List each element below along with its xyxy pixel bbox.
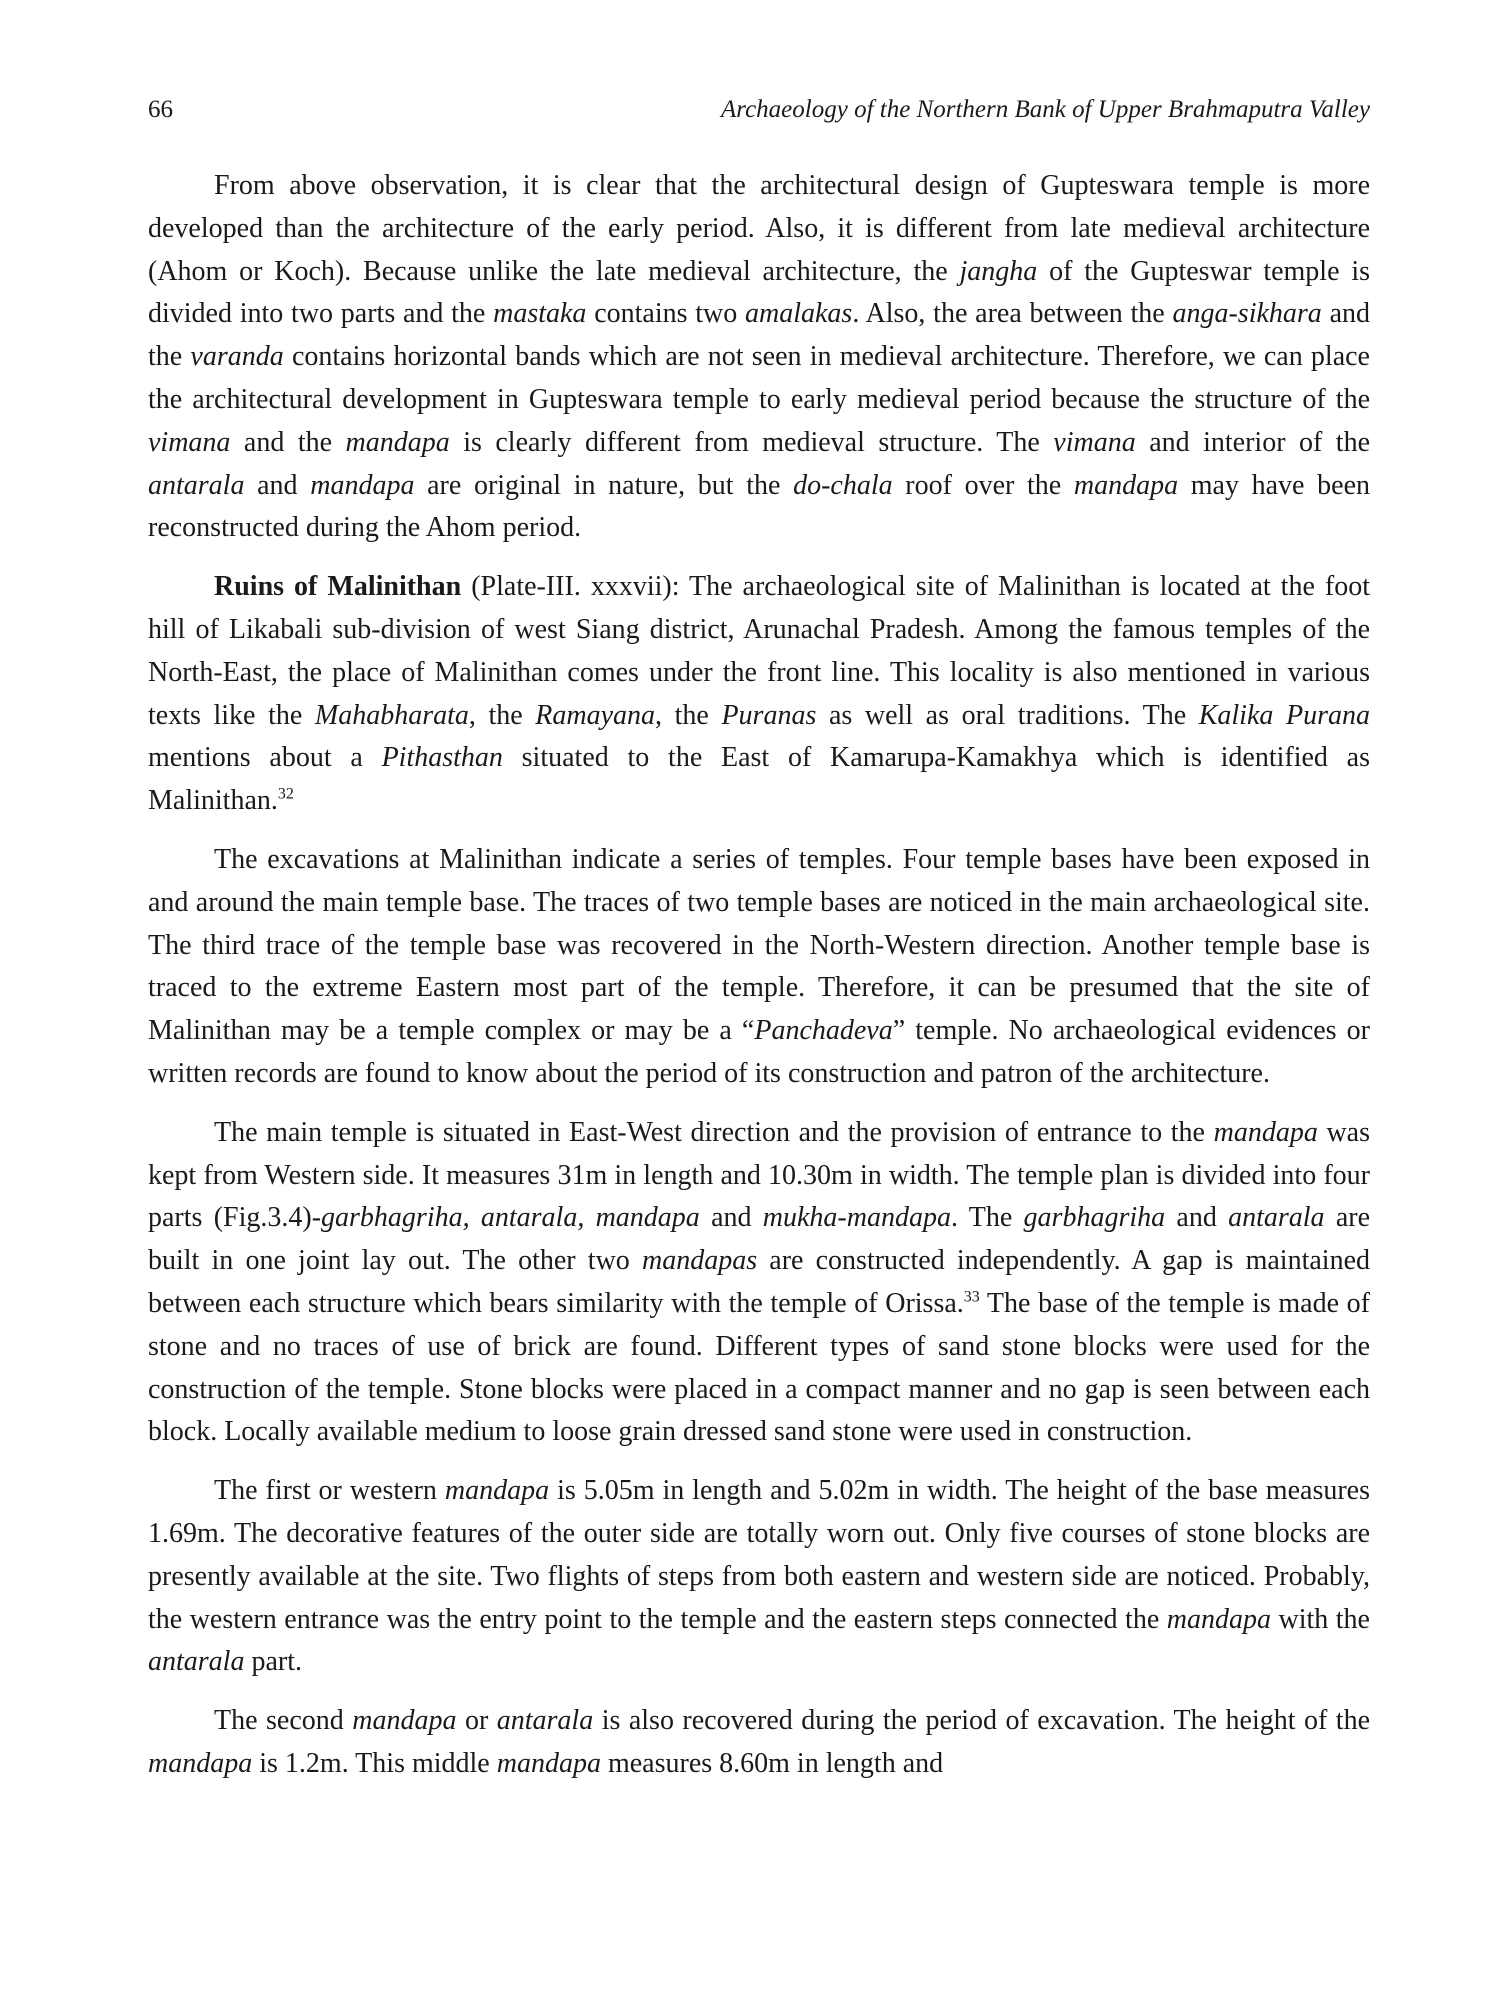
italic-term: amalakas [745,298,853,330]
text-run: The main temple is situated in East-West direction and the provision of entrance to the [214,1116,1214,1148]
text-run: was kept from Western side. It measures 31m in length and 10.30m in width. The temple plan is divided into four parts (Fig.3.4)- [148,1116,1371,1234]
text-run: is 1.2m. This middle [252,1747,497,1779]
text-run: The first or western [214,1475,445,1507]
text-run: is clearly different from medieval structure. The [449,426,1054,458]
text-run: mentions about a [148,742,382,774]
text-run: contains two [586,298,745,330]
italic-term: Puranas [721,699,817,731]
text-run: The excavations at Malinithan indicate a series of temples. Four temple bases have been exposed in and around the main temple base. The traces of two temple bases are noticed in the main archaeological site. The third trace of the temple base was recovered in the North-Western direction. Another temple base is traced to the extreme Eastern most part of the temple. Therefore, it can be presumed that the site of Malinithan may be a temple complex or may be a “ [148,843,1370,1047]
italic-term: Ramayana [535,699,656,731]
text-run: The second [214,1705,353,1737]
text-run: measures 8.60m in length and [600,1747,944,1779]
running-header [148,95,1370,125]
text-run: The base of the temple is made of stone and no traces of use of brick are found. Different types of sand stone blocks were used for the construction of the temple. Stone blocks were placed in a compact manner and no gap is seen between each block. Locally available medium to loose grain dressed sand stone were used in construction. [148,1287,1370,1448]
italic-term: Kalika Purana [1198,699,1370,731]
footnote-reference: 33 [963,1288,980,1306]
body-text [148,165,1370,1786]
text-run: are original in nature, but the [414,469,794,501]
paragraph-second-mandapa [148,1700,1370,1786]
text-run: , the [655,699,722,731]
italic-term: antarala [1228,1202,1325,1234]
text-run: of the Gupteswar temple is divided into two parts and the [148,255,1370,330]
paragraph-main-temple [148,1112,1370,1454]
italic-term: mandapas [641,1245,758,1277]
text-run: and the [148,298,1370,373]
italic-term: mandapa [310,469,415,501]
italic-term: mukha-mandapa [762,1202,951,1234]
italic-term: Pithasthan [381,742,503,774]
text-run: ” temple. No archaeological evidences or written records are found to know about the period of its construction and patron of the architecture. [148,1015,1371,1089]
text-run: and the [230,426,346,458]
italic-term: vimana [1053,426,1136,458]
italic-term: mandapa [352,1705,457,1737]
page-number: 66 [148,96,173,123]
running-title: Archaeology of the Northern Bank of Upper Brahmaputra Valley [721,96,1370,123]
book-page [148,95,1370,1802]
italic-term: garbhagriha, antarala, mandapa [321,1202,700,1234]
section-heading: Ruins of Malinithan [214,571,462,603]
text-run: are built in one joint lay out. The other two [148,1202,1371,1277]
italic-term: antarala [148,1646,245,1678]
text-run: is 5.05m in length and 5.02m in width. The height of the base measures 1.69m. The decorative features of the outer side are totally worn out. Only five courses of stone blocks are presently available at the site. Two flights of steps from both eastern and western side are noticed. Probably, the western entrance was the entry point to the temple and the eastern steps connected the [148,1475,1370,1635]
text-run: or [456,1705,497,1737]
italic-term: do-chala [793,469,893,501]
paragraph-first-mandapa [148,1470,1370,1684]
text-run: (Plate-III. xxxvii): The archaeological site of Malinithan is located at the foot hill of Likabali sub-division of west Siang district, Arunachal Pradesh. Among the famous temples of the North-East, the place of Malinithan comes under the front line. This locality is also mentioned in various texts like the [148,571,1370,731]
italic-term: antarala [148,469,245,501]
text-run: part. [244,1646,302,1678]
text-run: roof over the [892,469,1074,501]
italic-term: mandapa [496,1747,601,1779]
text-run: . Also, the area between the [852,298,1173,330]
text-run: as well as oral traditions. The [816,699,1199,731]
text-run: may have been reconstructed during the Ahom period. [148,469,1370,544]
italic-term: mandapa [148,1747,253,1779]
italic-term: garbhagriha [1023,1202,1166,1234]
paragraph-excavations [148,839,1370,1096]
text-run: are constructed independently. A gap is maintained between each structure which bears similarity with the temple of Orissa. [148,1245,1370,1319]
text-run: is also recovered during the period of excavation. The height of the [593,1705,1370,1737]
italic-term: mandapa [345,426,450,458]
text-run: and interior of the [1135,426,1371,458]
italic-term: Mahabharata [314,699,469,731]
text-run: and [699,1202,763,1234]
italic-term: Panchadeva [754,1015,893,1047]
text-run: and [1165,1202,1229,1234]
italic-term: mastaka [493,298,587,330]
paragraph-gupteswara-architecture [148,165,1370,550]
italic-term: jangha [959,255,1038,287]
italic-term: mandapa [444,1475,550,1507]
footnote-reference: 32 [277,785,294,803]
italic-term: anga-sikhara [1172,298,1322,330]
text-run: situated to the East of Kamarupa-Kamakhya which is identified as Malinithan. [148,742,1371,817]
paragraph-ruins-of-malinithan [148,566,1370,823]
italic-term: varanda [190,341,284,373]
italic-term: mandapa [1073,469,1179,501]
text-run: with the [1271,1603,1370,1635]
text-run: and [244,469,311,501]
italic-term: vimana [148,426,231,458]
italic-term: mandapa [1166,1603,1271,1635]
italic-term: antarala [496,1705,594,1737]
text-run: , the [468,699,536,731]
text-run: . The [950,1202,1024,1234]
text-run: contains horizontal bands which are not seen in medieval architecture. Therefore, we can place the architectural development in Gupteswara temple to early medieval period because the structure of the [148,341,1370,415]
text-run: From above observation, it is clear that the architectural design of Gupteswara temple is more developed than the architecture of the early period. Also, it is different from late medieval architecture (Ahom or Koch). Because unlike the late medieval architecture, the [148,170,1370,287]
italic-term: mandapa [1213,1116,1318,1148]
